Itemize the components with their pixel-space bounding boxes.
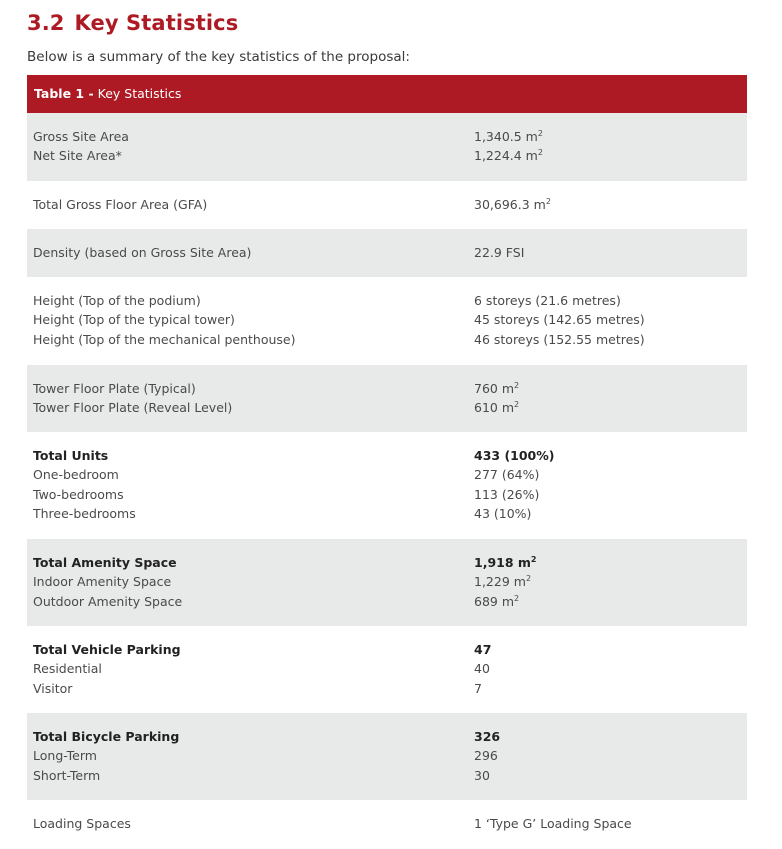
stat-line <box>27 127 747 146</box>
stat-value <box>474 592 519 611</box>
stat-label: Residential <box>33 661 102 677</box>
stat-line <box>27 766 747 785</box>
stat-label: Short-Term <box>33 767 101 783</box>
table-row <box>27 539 747 626</box>
stat-value-text: 47 <box>474 642 492 657</box>
stat-value <box>474 243 524 262</box>
table-row <box>27 365 747 432</box>
stat-value-text: 6 storeys (21.6 metres) <box>474 293 621 308</box>
stat-line <box>27 592 747 611</box>
stat-label: Total Gross Floor Area (GFA) <box>33 197 208 212</box>
stat-line <box>27 640 747 659</box>
stat-value-text: 1,224.4 m <box>474 148 538 164</box>
unit-superscript: 2 <box>525 574 532 584</box>
stat-label: Loading Spaces <box>33 816 131 831</box>
stat-value <box>474 446 555 465</box>
stat-line <box>27 330 747 349</box>
stat-value <box>474 553 537 572</box>
table-row <box>27 229 747 277</box>
stat-line <box>27 146 747 165</box>
stat-value <box>474 659 490 678</box>
stat-value-text: 760 m <box>474 381 515 396</box>
stat-line <box>27 398 747 417</box>
stat-value <box>474 398 519 417</box>
stat-value <box>474 766 490 785</box>
stat-label: Height (Top of the typical tower) <box>33 312 235 328</box>
section-number: 3.2 <box>27 11 65 35</box>
stat-value <box>474 679 482 698</box>
unit-superscript: 2 <box>514 593 520 603</box>
table-row <box>27 626 747 713</box>
stat-value <box>474 310 645 329</box>
stat-value-text: 30,696.3 m <box>474 197 546 212</box>
stat-value-text: 113 (26%) <box>474 486 540 502</box>
stat-value-text: 296 <box>474 748 498 764</box>
stat-value <box>474 291 621 310</box>
stat-value <box>474 727 500 746</box>
stat-label: Visitor <box>33 680 73 696</box>
stat-label: Density (based on Gross Site Area) <box>33 245 252 260</box>
stat-line <box>27 310 747 329</box>
stat-value <box>474 485 539 504</box>
stat-value <box>474 195 551 214</box>
unit-superscript: 2 <box>537 148 543 158</box>
stat-label: Gross Site Area <box>33 129 129 144</box>
stat-line <box>27 504 747 523</box>
section-title: Key Statistics <box>74 11 239 35</box>
table-row <box>27 713 747 800</box>
key-statistics-table <box>27 75 747 848</box>
stat-label: One-bedroom <box>33 467 119 483</box>
stat-value-text: 433 (100%) <box>474 448 555 463</box>
stat-value-text: 7 <box>474 680 482 696</box>
stat-line <box>27 195 747 214</box>
stat-value-text: 22.9 FSI <box>474 245 525 260</box>
stat-value <box>474 379 519 398</box>
stat-line <box>27 679 747 698</box>
stat-value-text: 689 m <box>474 593 515 609</box>
stat-label: Net Site Area* <box>33 148 122 164</box>
stat-label: Long-Term <box>33 748 97 764</box>
table-caption <box>27 75 747 113</box>
table-body <box>27 113 747 848</box>
stat-line <box>27 572 747 591</box>
table-caption-title: Key Statistics <box>93 86 182 101</box>
stat-value <box>474 746 498 765</box>
table-row <box>27 181 747 229</box>
stat-value-text: 326 <box>474 729 501 744</box>
stat-value <box>474 127 543 146</box>
stat-line <box>27 243 747 262</box>
stat-line <box>27 659 747 678</box>
table-row <box>27 277 747 365</box>
table-row <box>27 113 747 181</box>
stat-line <box>27 291 747 310</box>
stat-line <box>27 379 747 398</box>
unit-superscript: 2 <box>545 196 551 206</box>
stat-value-text: 1,340.5 m <box>474 129 538 144</box>
stat-line <box>27 814 747 833</box>
stat-label: Three-bedrooms <box>33 506 136 522</box>
stat-value-text: 1 ‘Type G’ Loading Space <box>474 816 632 831</box>
stat-line <box>27 727 747 746</box>
intro-text: Below is a summary of the key statistics of the proposal: <box>27 49 410 65</box>
stat-line <box>27 485 747 504</box>
stat-label: Height (Top of the podium) <box>33 293 201 308</box>
stat-value <box>474 814 632 833</box>
stat-value <box>474 504 531 523</box>
stat-label: Total Vehicle Parking <box>33 642 181 657</box>
section-heading <box>27 11 238 35</box>
stat-value-text: 40 <box>474 661 490 677</box>
stat-label: Total Units <box>33 448 109 463</box>
stat-value-text: 30 <box>474 767 490 783</box>
table-caption-number: Table 1 - <box>34 86 94 101</box>
stat-label: Two-bedrooms <box>33 486 124 502</box>
stat-value-text: 610 m <box>474 400 515 416</box>
stat-label: Tower Floor Plate (Reveal Level) <box>33 400 233 416</box>
table-row <box>27 432 747 539</box>
stat-value-text: 46 storeys (152.55 metres) <box>474 331 645 347</box>
stat-label: Outdoor Amenity Space <box>33 593 183 609</box>
stat-line <box>27 553 747 572</box>
stat-line <box>27 446 747 465</box>
unit-superscript: 2 <box>514 380 520 390</box>
stat-value-text: 43 (10%) <box>474 506 532 522</box>
stat-value <box>474 146 543 165</box>
stat-label: Total Amenity Space <box>33 555 177 570</box>
stat-value <box>474 465 539 484</box>
stat-value <box>474 330 645 349</box>
stat-value-text: 1,229 m <box>474 574 526 590</box>
stat-line <box>27 746 747 765</box>
stat-label: Total Bicycle Parking <box>33 729 180 744</box>
unit-superscript: 2 <box>514 400 520 410</box>
stat-value-text: 1,918 m <box>474 555 531 570</box>
stat-value-text: 45 storeys (142.65 metres) <box>474 312 645 328</box>
stat-label: Indoor Amenity Space <box>33 574 172 590</box>
stat-value-text: 277 (64%) <box>474 467 540 483</box>
stat-label: Tower Floor Plate (Typical) <box>33 381 196 396</box>
stat-value <box>474 640 491 659</box>
stat-value <box>474 572 531 591</box>
stat-label: Height (Top of the mechanical penthouse) <box>33 331 296 347</box>
unit-superscript: 2 <box>537 128 543 138</box>
stat-line <box>27 465 747 484</box>
table-row <box>27 800 747 848</box>
unit-superscript: 2 <box>530 554 537 564</box>
